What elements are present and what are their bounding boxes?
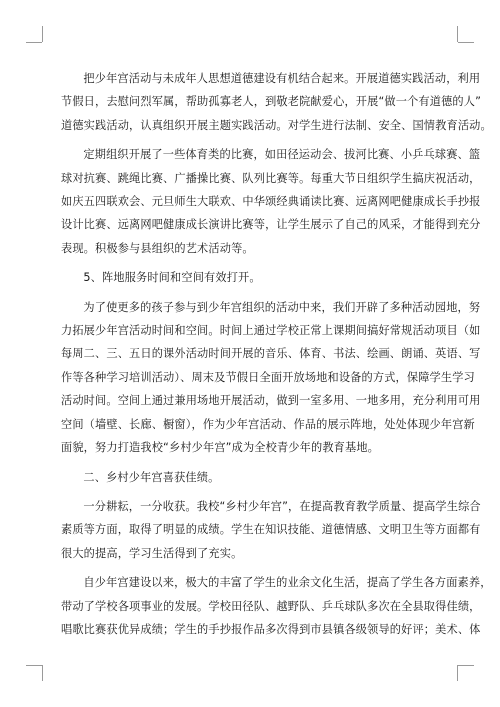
text-line: 活动时间。空间上通过兼用场地开展活动，做到一室多用、一地多用，充分利用可用 bbox=[61, 394, 481, 408]
text-line: 定期组织开展了一些体育类的比赛，如田径运动会、拔河比赛、小乒乓球赛、篮 bbox=[83, 148, 481, 162]
text-line: 空间（墙壁、长廊、橱窗），作为少年宫活动、作品的展示阵地，处处体现少年宫新 bbox=[61, 417, 475, 431]
text-line: 节假日，去慰问烈军属，帮助孤寡老人，到敬老院献爱心，开展“做一个有道德的人” bbox=[61, 95, 482, 109]
crop-mark-bottom-left-vertical bbox=[42, 665, 43, 681]
text-line: 一分耕耘，一分收获。我校“乡村少年宫”，在提高教育教学质量、提高学生综合 bbox=[83, 499, 481, 513]
text-line: 自少年宫建设以来，极大的丰富了学生的业余文化生活，提高了学生各方面素养， bbox=[83, 576, 492, 590]
text-line: 表现。积极参与县组织的艺术活动等。 bbox=[61, 241, 254, 255]
text-line: 带动了学校各项事业的发展。学校田径队、越野队、乒乓球队多次在全县取得佳绩， bbox=[61, 599, 481, 613]
crop-mark-bottom-right-horizontal bbox=[458, 665, 474, 666]
text-line: 唱歌比赛获优异成绩；学生的手抄报作品多次得到市县镇各级领导的好评；美术、体 bbox=[61, 622, 481, 636]
section-heading bbox=[61, 466, 441, 489]
text-line: 作等各种学习培训活动）、周末及节假日全面开放场地和设备的方式，保障学生学习 bbox=[61, 370, 475, 384]
crop-mark-bottom-right-vertical bbox=[457, 665, 458, 681]
crop-mark-top-left-vertical bbox=[42, 26, 43, 42]
text-line: 球对抗赛、跳绳比赛、广播操比赛、队列比赛等。每重大节日组织学生搞庆祝活动， bbox=[61, 171, 481, 185]
document-body bbox=[61, 67, 492, 647]
text-line: 很大的提高，学习生活得到了充实。 bbox=[61, 546, 243, 560]
paragraph bbox=[61, 571, 492, 641]
text-line: 为了使更多的孩子参与到少年宫组织的活动中来，我们开辟了多种活动园地，努 bbox=[83, 300, 481, 314]
paragraph bbox=[61, 143, 481, 260]
text-line: 如庆五四联欢会、元旦师生大联欢、中华颂经典诵读比赛、远离网吧健康成长手抄报 bbox=[61, 195, 481, 209]
crop-mark-top-right-horizontal bbox=[458, 42, 474, 43]
text-line: 力拓展少年宫活动时间和空间。时间上通过学校正常上课期间搞好常规活动项目（如 bbox=[61, 324, 481, 338]
paragraph bbox=[61, 296, 481, 460]
heading-text: 二、乡村少年宫喜获佳绩。 bbox=[83, 470, 220, 484]
crop-mark-bottom-left-horizontal bbox=[26, 665, 42, 666]
text-line: 道德实践活动，认真组织开展主题实践活动。对学生进行法制、安全、国情教育活动。 bbox=[61, 118, 492, 132]
text-line: 设计比赛、远离网吧健康成长演讲比赛等，让学生展示了自己的风采，才能得到充分 bbox=[61, 218, 481, 232]
text-line: 面貌，努力打造我校“乡村少年宫”成为全校青少年的教育基地。 bbox=[61, 441, 380, 455]
text-line: 把少年宫活动与未成年人思想道德建设有机结合起来。开展道德实践活动，利用 bbox=[83, 72, 481, 85]
crop-mark-top-right-vertical bbox=[457, 26, 458, 42]
section-heading bbox=[61, 266, 441, 289]
paragraph bbox=[61, 495, 481, 565]
crop-mark-top-left-horizontal bbox=[26, 42, 42, 43]
heading-text: 5、阵地服务时间和空间有效打开。 bbox=[83, 271, 261, 285]
text-line: 素质等方面，取得了明显的成绩。学生在知识技能、道德情感、文明卫生等方面都有 bbox=[61, 523, 481, 537]
text-line: 每周二、三、五日的课外活动时间开展的音乐、体育、书法、绘画、朗诵、英语、写 bbox=[61, 347, 481, 361]
paragraph bbox=[61, 67, 492, 137]
